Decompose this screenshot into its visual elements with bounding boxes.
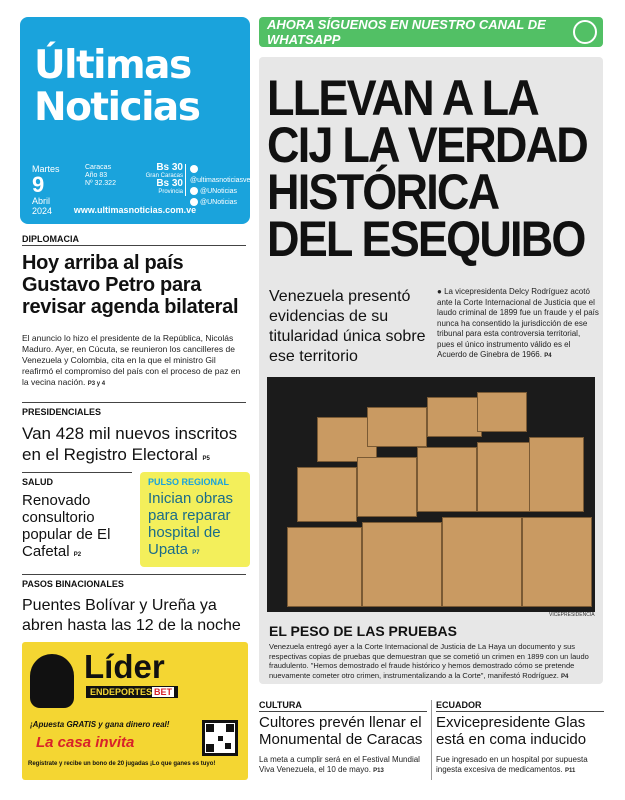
issue-info bbox=[85, 164, 116, 188]
ecuador-ref: P11 bbox=[564, 768, 576, 774]
diplomacia-headline[interactable]: Hoy arriba al país Gustavo Petro para revisar agenda bilateral bbox=[22, 252, 239, 318]
pulso-headline[interactable] bbox=[148, 490, 248, 562]
presidenciales-kicker: PRESIDENCIALES bbox=[22, 407, 102, 417]
main-summary: ● La vicepresidenta Delcy Rodríguez acotó ante la Corte Internacional de Justicia que el laudo criminal de 1899 fue un fraude y el país nunca ha consentido la jurisdicción de ese tribunal para esta controversia territorial, pues el único instrumento válido es el Acuerdo de Ginebra de 1966. P4 bbox=[437, 287, 599, 359]
photo-credit: VICEPRESIDENCIA bbox=[549, 612, 595, 618]
diplomacia-body bbox=[22, 333, 248, 390]
cultura-ref: P13 bbox=[373, 768, 384, 774]
x-icon bbox=[190, 187, 198, 195]
divider bbox=[22, 245, 246, 246]
pulso-ref: P7 bbox=[192, 550, 200, 556]
brand-line-1: Últimas bbox=[34, 43, 191, 88]
main-subhead: Venezuela presentó evidencias de su titularidad única sobre ese territorio bbox=[269, 288, 426, 365]
price-caracas-label: Gran Caracas bbox=[145, 173, 183, 179]
salud-headline[interactable] bbox=[22, 492, 132, 564]
ad-promo-3: Regístrate y recibe un bono de 20 jugadas ¡Lo que ganes es tuyo! bbox=[28, 761, 216, 767]
secondary-title: EL PESO DE LAS PRUEBAS bbox=[269, 623, 458, 639]
headline-line-3: HISTÓRICA bbox=[267, 164, 499, 220]
headline-line-1: LLEVAN A LA bbox=[267, 70, 539, 126]
ad-promo-1: ¡Apuesta GRATIS y gana dinero real! bbox=[30, 720, 170, 729]
pulso-kicker: PULSO REGIONAL bbox=[148, 477, 230, 487]
salud-kicker: SALUD bbox=[22, 477, 53, 487]
weekday: Martes bbox=[32, 164, 60, 174]
ad-tagline-suffix: BET bbox=[154, 687, 173, 697]
presidenciales-ref: P5 bbox=[202, 456, 210, 462]
divider bbox=[259, 711, 427, 712]
price-box bbox=[142, 164, 186, 196]
year: 2024 bbox=[32, 206, 53, 216]
instagram-icon bbox=[190, 165, 198, 173]
pulso-headline-text: Inician obras para reparar hospital de Upata bbox=[148, 490, 234, 558]
diplomacia-ref: P3 y 4 bbox=[87, 381, 106, 387]
headline-line-2: CIJ LA VERDAD bbox=[267, 117, 587, 173]
secondary-text-body: Venezuela entregó ayer a la Corte Internacional de Justicia de La Haya un documento y sus respectivas copias de pruebas que demuestran que se cometió un crimen en 1899 con un laudo fraudulento. "Hemos demostrado el fraude histórico y hemos demostrado cómo se pretende nuevamente cometer otro crimen, instrumentalizando a la Corte", manifestó Rodríguez. bbox=[269, 642, 589, 680]
boxes-photo bbox=[267, 377, 595, 612]
brand-line-2: Noticias bbox=[34, 85, 200, 130]
pasos-kicker: PASOS BINACIONALES bbox=[22, 579, 124, 589]
ad-brand: Líder bbox=[84, 648, 165, 685]
price-province-label: Provincia bbox=[158, 189, 183, 195]
price-province: Bs 30 bbox=[156, 178, 183, 189]
column-separator bbox=[431, 700, 432, 780]
issue-number: Nº 32.322 bbox=[85, 180, 116, 187]
main-headline bbox=[267, 70, 587, 267]
ecuador-body-text: Fue ingresado en un hospital por supuesta ingesta excesiva de medicamentos. bbox=[436, 755, 588, 774]
lider-ad[interactable] bbox=[22, 642, 248, 780]
divider bbox=[22, 472, 132, 473]
cultura-kicker: CULTURA bbox=[259, 700, 302, 710]
presidenciales-headline-text: Van 428 mil nuevos inscritos en el Registro Electoral bbox=[22, 424, 238, 464]
main-summary-text: La vicepresidenta Delcy Rodríguez acotó ante la Corte Internacional de Justicia que el laudo criminal de 1899 fue un fraude y el país nunca ha consentido la jurisdicción de ese tribunal para esta controversia territorial, pues el único instrumento válido es el Acuerdo de Ginebra de 1966. bbox=[437, 287, 599, 359]
day: 9 bbox=[32, 172, 45, 197]
social-instagram[interactable]: @ultimasnoticiasve bbox=[190, 177, 250, 184]
main-summary-ref: P4 bbox=[544, 353, 552, 359]
main-story bbox=[259, 57, 603, 684]
brand-logo bbox=[34, 45, 199, 129]
cultura-headline[interactable]: Cultores prevén llenar el Monumental de Caracas bbox=[259, 714, 423, 748]
divider bbox=[22, 402, 246, 403]
qr-code[interactable] bbox=[202, 720, 238, 756]
divider bbox=[436, 711, 604, 712]
ad-tagline bbox=[86, 686, 178, 698]
ecuador-headline[interactable]: Exvicepresidente Glas está en coma inducido bbox=[436, 714, 587, 748]
ecuador-body bbox=[436, 755, 608, 776]
issue-year: Año 83 bbox=[85, 172, 108, 179]
social-facebook[interactable]: @UNoticias bbox=[200, 199, 238, 206]
month: Abril bbox=[32, 196, 51, 206]
city: Caracas bbox=[85, 164, 112, 171]
diplomacia-body-text: El anuncio lo hizo el presidente de la República, Nicolás Maduro. Ayer, en Cúcuta, se reunieron los cancilleres de Venezuela y Colombia, cita en la que el ministro Gil reafirmó el compromiso del país con el proceso de paz en la vecina nación. bbox=[22, 333, 241, 387]
divider bbox=[22, 574, 246, 575]
masthead bbox=[20, 17, 250, 224]
pulso-regional-box bbox=[140, 472, 250, 567]
cultura-body bbox=[259, 755, 431, 776]
ad-promo-2: La casa invita bbox=[36, 734, 135, 751]
salud-headline-text: Renovado consultorio popular de El Cafetal bbox=[22, 492, 111, 560]
price-caracas: Bs 30 bbox=[156, 162, 183, 173]
social-x[interactable]: @UNoticias bbox=[200, 188, 238, 195]
ecuador-kicker: ECUADOR bbox=[436, 700, 482, 710]
salud-ref: P2 bbox=[73, 552, 82, 558]
headline-line-4: DEL ESEQUIBO bbox=[267, 211, 585, 267]
pasos-headline[interactable]: Puentes Bolívar y Ureña ya abren hasta las 12 de la noche bbox=[22, 597, 241, 634]
whatsapp-banner[interactable] bbox=[259, 17, 603, 47]
diplomacia-kicker: DIPLOMACIA bbox=[22, 234, 79, 244]
website-link[interactable]: www.ultimasnoticias.com.ve bbox=[73, 205, 197, 215]
whatsapp-icon bbox=[573, 20, 597, 44]
whatsapp-banner-text: AHORA SÍGUENOS EN NUESTRO CANAL DE WHATSAPP bbox=[267, 17, 546, 47]
ad-tagline-text: ENDEPORTES bbox=[90, 687, 153, 697]
cultura-body-text: La meta a cumplir será en el Festival Mundial Viva Venezuela, el 10 de mayo. bbox=[259, 755, 420, 774]
presidenciales-headline[interactable] bbox=[22, 423, 252, 470]
secondary-ref: P4 bbox=[560, 673, 569, 680]
secondary-text bbox=[269, 642, 597, 682]
social-links bbox=[190, 164, 250, 208]
lider-mascot bbox=[30, 654, 74, 708]
